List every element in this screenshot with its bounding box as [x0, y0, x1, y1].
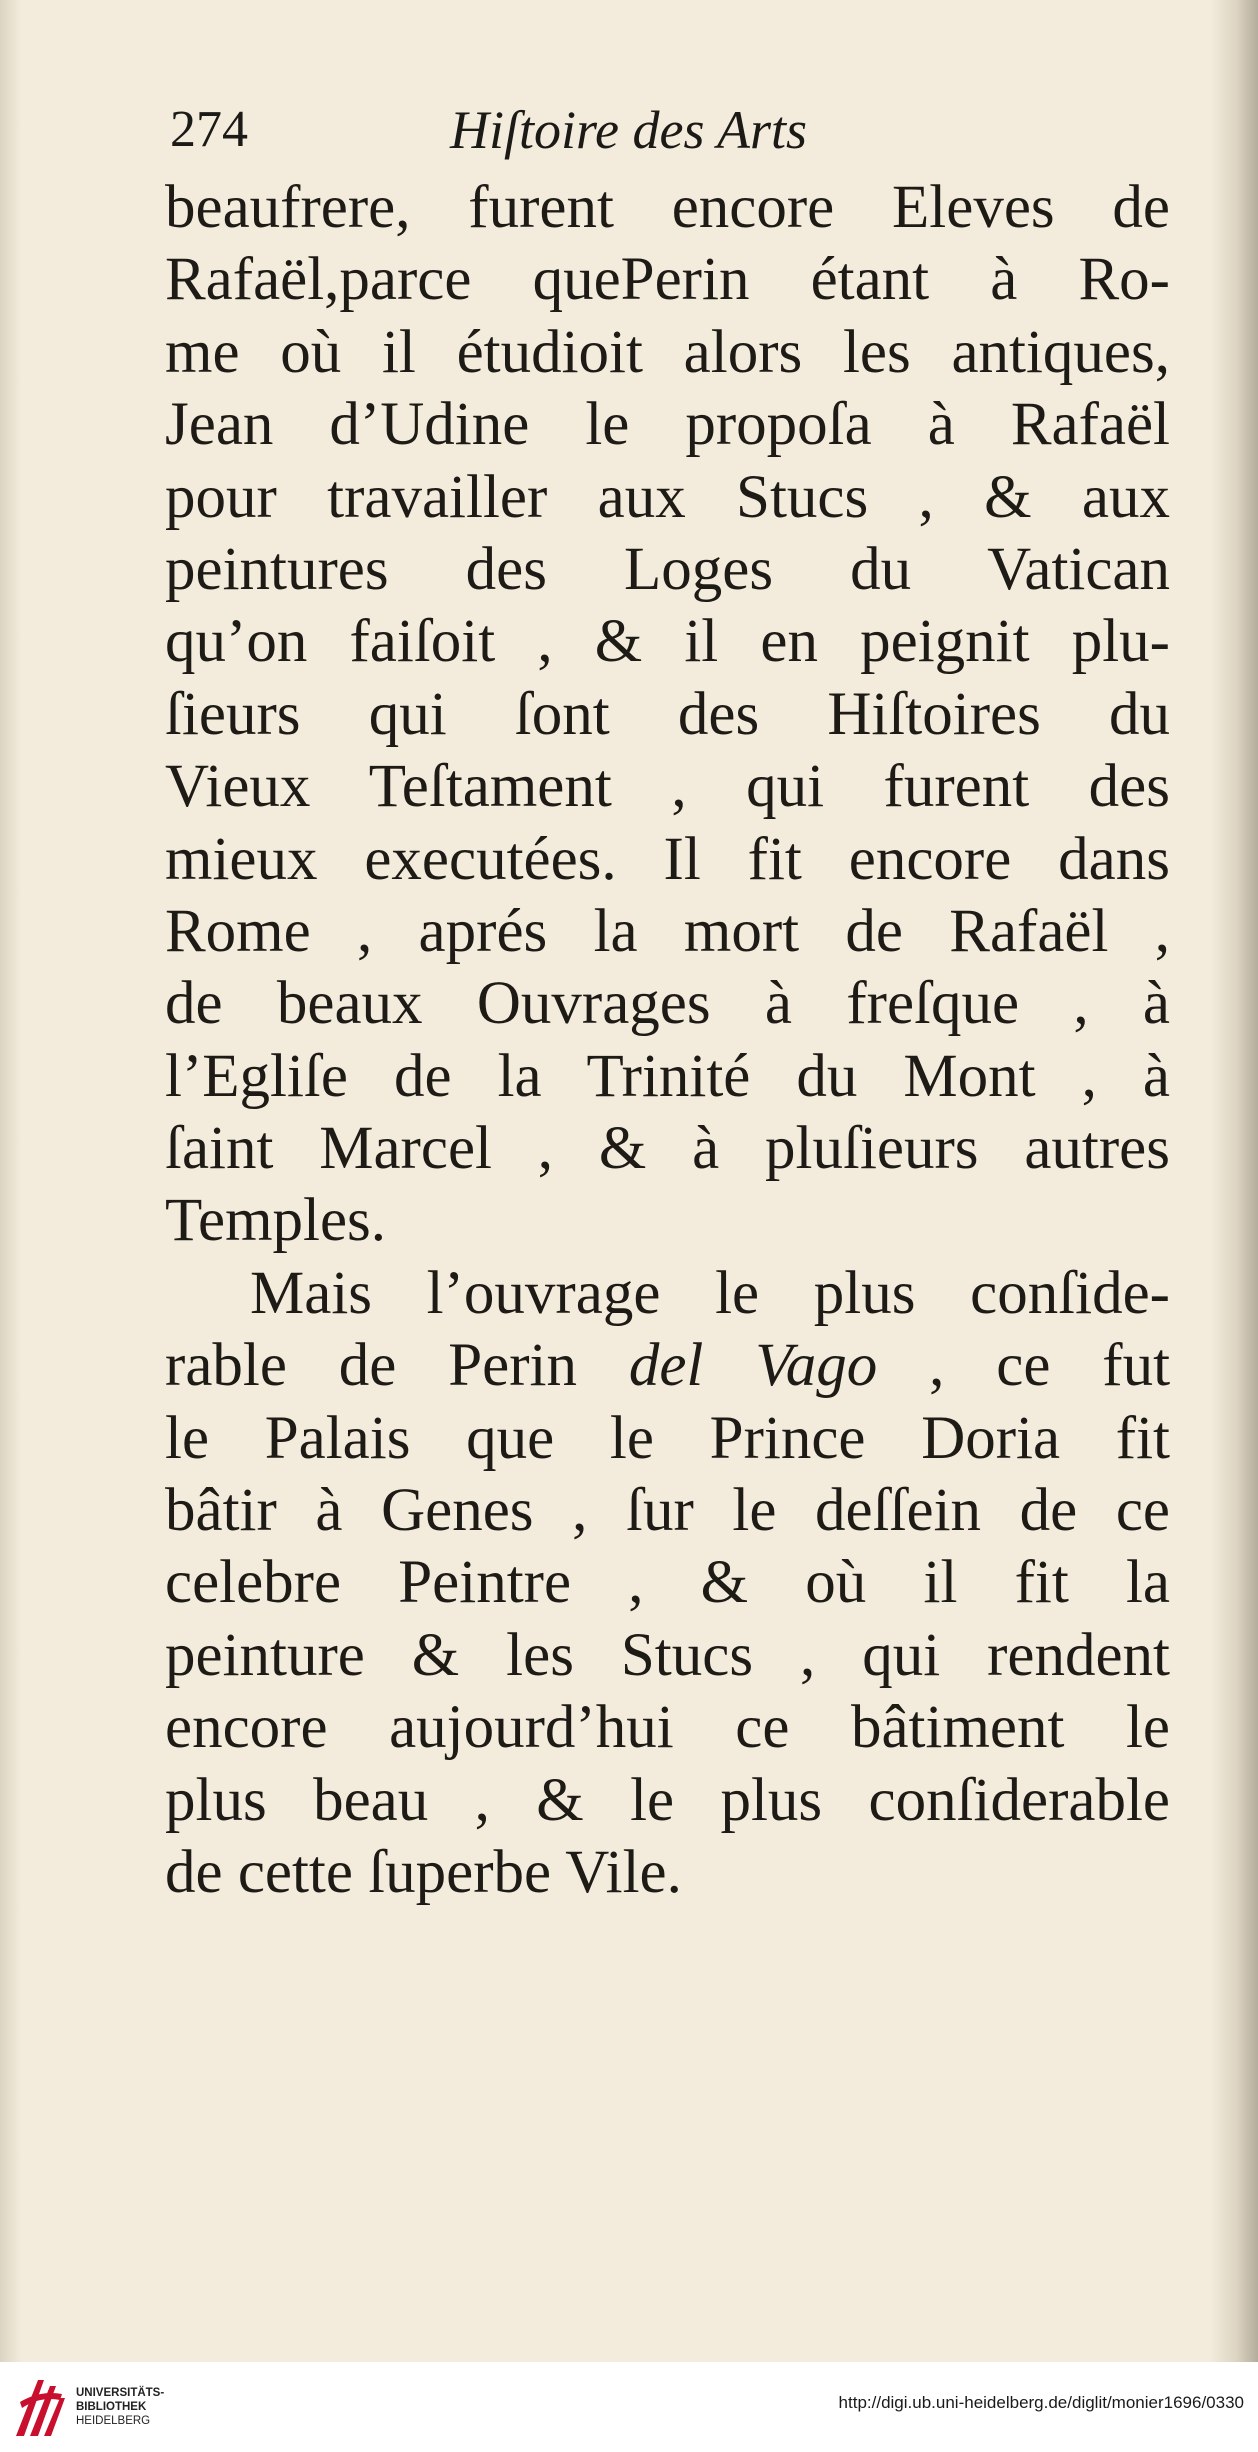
text-line: Rome , aprés la mort de Rafaël , [165, 897, 1170, 965]
text-line: encore aujourd’hui ce bâtiment le [165, 1694, 1170, 1762]
text-line: de cette ſuperbe Vile. [165, 1838, 682, 1906]
running-title: Hiſtoire des Arts [450, 100, 808, 160]
text-line: qu’on faiſoit , & il en peignit plu- [165, 608, 1170, 676]
text-line: l’Egliſe de la Trinité du Mont , à [165, 1042, 1170, 1110]
heidelberg-library-logo-icon [10, 2372, 68, 2444]
page-number: 274 [170, 101, 248, 158]
page-left-edge [0, 0, 22, 2362]
library-name-line: HEIDELBERG [76, 2415, 151, 2427]
text-line: le Palais que le Prince Doria fit [165, 1404, 1170, 1472]
text-line: de beaux Ouvrages à freſque , à [165, 970, 1170, 1038]
text-line: Jean d’Udine le propoſa à Rafaël [165, 391, 1170, 459]
text-line: ſaint Marcel , & à pluſieurs autres [165, 1115, 1170, 1183]
text-line: pour travailler aux Stucs , & aux [165, 463, 1170, 531]
library-name [76, 2386, 164, 2428]
text-segment: rable de Perin [165, 1332, 577, 1400]
text-line: beaufrere, furent encore Eleves de [165, 174, 1170, 241]
text-line: Rafaël,parce quePerin étant à Ro- [165, 246, 1170, 314]
library-name-line: BIBLIOTHEK [76, 2401, 147, 2413]
italic-name: del Vago [628, 1332, 878, 1400]
text-line: Mais l’ouvrage le plus conſide- [250, 1259, 1170, 1327]
digitization-footer [0, 2362, 1258, 2452]
text-line-with-italic [165, 1330, 1170, 1402]
body-text [165, 172, 1170, 1909]
text-line: peinture & les Stucs , qui rendent [165, 1621, 1170, 1689]
text-line: plus beau , & le plus conſiderable [165, 1766, 1170, 1834]
page-binding-shadow [1210, 0, 1258, 2362]
text-line: mieux executées. Il fit encore dans [165, 825, 1170, 893]
text-segment: , ce fut [929, 1332, 1171, 1400]
library-name-line: UNIVERSITÄTS- [76, 2387, 165, 2399]
text-line: peintures des Loges du Vatican [165, 535, 1170, 603]
text-line: ſieurs qui ſont des Hiſtoires du [165, 680, 1170, 748]
text-line: Temples. [165, 1187, 387, 1255]
text-line: me où il étudioit alors les antiques, [165, 318, 1170, 386]
page-header [170, 100, 1170, 170]
text-line: Vieux Teſtament , qui furent des [165, 753, 1170, 821]
source-url-link[interactable]: http://digi.ub.uni-heidelberg.de/diglit/monier1696/0330 [838, 2393, 1244, 2412]
text-line: bâtir à Genes , ſur le deſſein de ce [165, 1477, 1170, 1545]
text-line: celebre Peintre , & où il fit la [165, 1549, 1170, 1617]
